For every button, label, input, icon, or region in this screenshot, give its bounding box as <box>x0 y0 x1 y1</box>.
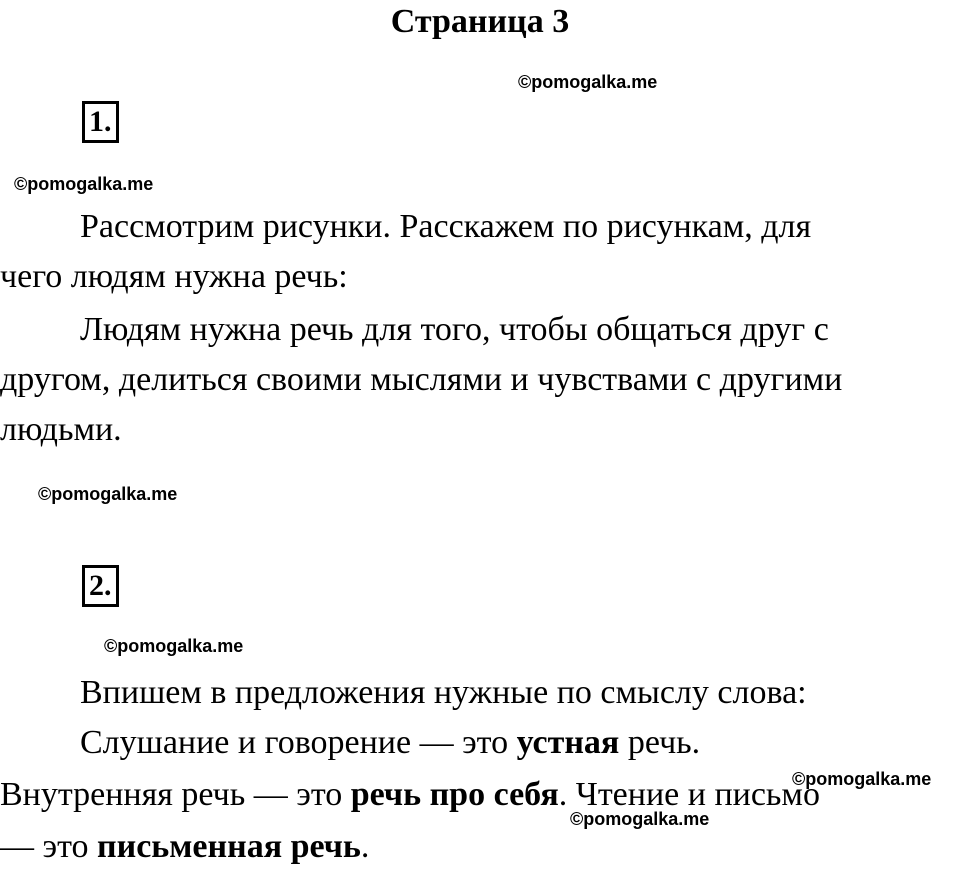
task-1-line-1: Рассмотрим рисунки. Расскажем по рисункам, для <box>80 208 812 245</box>
watermark: ©pomogalka.me <box>792 769 932 789</box>
sentence-3-before: — это <box>0 828 98 865</box>
sentence-2-before: Внутренняя речь — это <box>0 776 351 813</box>
task-2-sentence-2 <box>0 770 960 820</box>
sentence-1-answer: устная <box>516 724 620 761</box>
task-number-1: 1. <box>82 101 119 143</box>
task-2-sentence-1 <box>0 718 960 768</box>
sentence-2-after: . Чтение и письмо <box>558 776 820 813</box>
watermark: ©pomogalka.me <box>38 484 178 504</box>
page-title: Страница 3 <box>390 3 570 40</box>
task-number-2: 2. <box>82 565 119 607</box>
task-1-line-5: людьми. <box>0 411 122 448</box>
task-1-line-2: чего людям нужна речь: <box>0 258 348 295</box>
sentence-1-after: речь. <box>619 724 701 761</box>
task-2-intro: Впишем в предложения нужные по смыслу слова: <box>80 674 807 711</box>
task-1-line-4: другом, делиться своими мыслями и чувствами с другими <box>0 361 843 398</box>
task-1-line-3: Людям нужна речь для того, чтобы общаться друг с <box>80 311 829 348</box>
sentence-2-answer: речь про себя <box>350 776 559 813</box>
task-2-sentence-3 <box>0 822 960 872</box>
watermark: ©pomogalka.me <box>14 174 154 194</box>
sentence-3-after: . <box>360 828 370 865</box>
sentence-3-answer: письменная речь <box>97 828 361 865</box>
watermark: ©pomogalka.me <box>570 809 710 829</box>
watermark: ©pomogalka.me <box>104 636 244 656</box>
watermark: ©pomogalka.me <box>518 72 658 92</box>
sentence-1-before: Слушание и говорение — это <box>80 724 517 761</box>
